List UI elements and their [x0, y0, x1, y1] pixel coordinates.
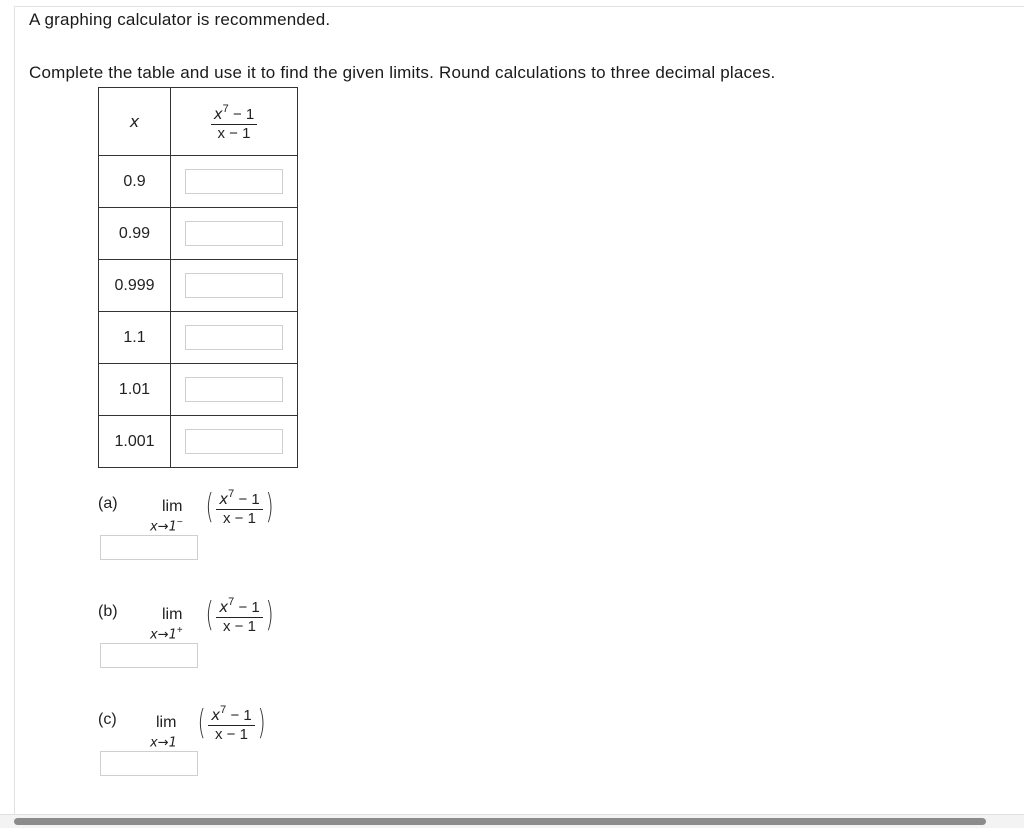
lim-word: lim — [162, 498, 183, 515]
limit-b-input[interactable] — [100, 643, 198, 668]
left-paren: ( — [205, 595, 214, 635]
value-input-2[interactable] — [185, 273, 283, 298]
fraction-numerator — [216, 487, 262, 510]
value-input-5[interactable] — [185, 429, 283, 454]
num-rest: − 1 — [226, 707, 252, 724]
value-cell — [171, 156, 298, 208]
expression-group — [203, 487, 276, 527]
table-row — [99, 416, 298, 468]
value-input-1[interactable] — [185, 221, 283, 246]
approach-text: x→1 — [150, 519, 177, 535]
fraction-denominator: x − 1 — [223, 510, 256, 527]
value-cell — [171, 260, 298, 312]
num-exponent: 7 — [228, 488, 235, 500]
num-rest: − 1 — [234, 599, 260, 616]
num-exponent: 7 — [220, 704, 227, 716]
table-row — [99, 156, 298, 208]
num-base: x — [219, 598, 229, 616]
num-rest: − 1 — [234, 491, 260, 508]
left-paren: ( — [205, 487, 214, 527]
table-row — [99, 208, 298, 260]
values-table — [98, 87, 298, 468]
limit-part-c — [98, 703, 398, 791]
approach-side: + — [176, 625, 183, 636]
value-cell — [171, 312, 298, 364]
num-rest: − 1 — [228, 105, 255, 123]
lim-word: lim — [156, 714, 177, 731]
x-value-cell: 0.999 — [99, 260, 171, 312]
table-header-row — [99, 88, 298, 156]
value-input-4[interactable] — [185, 377, 283, 402]
num-exponent: 7 — [228, 596, 235, 608]
x-column-header — [99, 88, 171, 156]
limit-a-input[interactable] — [100, 535, 198, 560]
table-row — [99, 312, 298, 364]
expression-fraction — [216, 487, 262, 527]
expression-fraction — [216, 595, 262, 635]
lim-subscript — [150, 733, 177, 750]
x-value-cell: 1.001 — [99, 416, 171, 468]
part-label: (a) — [98, 495, 118, 512]
fraction-numerator — [211, 102, 257, 125]
fraction-numerator — [208, 703, 254, 726]
limit-part-a — [98, 487, 398, 575]
x-variable: x — [129, 111, 140, 131]
fraction-denominator: x − 1 — [217, 124, 251, 142]
right-paren: ) — [257, 703, 266, 743]
limit-c-input[interactable] — [100, 751, 198, 776]
x-value-cell: 0.99 — [99, 208, 171, 260]
part-label: (c) — [98, 711, 117, 728]
table-row — [99, 364, 298, 416]
approach-side: − — [176, 517, 183, 528]
value-input-3[interactable] — [185, 325, 283, 350]
scrollbar-thumb[interactable] — [14, 818, 986, 825]
value-cell — [171, 208, 298, 260]
num-base: x — [211, 706, 221, 724]
approach-text: x→1 — [150, 627, 177, 643]
part-label: (b) — [98, 603, 118, 620]
expression-group — [195, 703, 268, 743]
num-base: x — [219, 490, 229, 508]
instructions-text: Complete the table and use it to find the given limits. Round calculations to three decimal places. — [29, 63, 776, 82]
lim-subscript — [150, 517, 183, 534]
x-value-cell: 1.1 — [99, 312, 171, 364]
expression-group — [203, 595, 276, 635]
function-fraction — [211, 102, 257, 142]
fraction-numerator — [216, 595, 262, 618]
horizontal-scrollbar[interactable] — [0, 814, 1024, 828]
value-cell — [171, 416, 298, 468]
table-row — [99, 260, 298, 312]
expression-fraction — [208, 703, 254, 743]
num-exponent: 7 — [222, 102, 229, 115]
calculator-note: A graphing calculator is recommended. — [29, 10, 331, 29]
limit-part-b — [98, 595, 398, 683]
lim-word: lim — [162, 606, 183, 623]
lim-subscript — [150, 625, 183, 642]
value-cell — [171, 364, 298, 416]
value-input-0[interactable] — [185, 169, 283, 194]
fraction-denominator: x − 1 — [215, 726, 248, 743]
x-value-cell: 1.01 — [99, 364, 171, 416]
num-base: x — [213, 104, 223, 123]
left-paren: ( — [197, 703, 206, 743]
right-paren: ) — [265, 487, 274, 527]
function-column-header — [171, 88, 298, 156]
x-value-cell: 0.9 — [99, 156, 171, 208]
approach-text: x→1 — [150, 735, 177, 751]
right-paren: ) — [265, 595, 274, 635]
fraction-denominator: x − 1 — [223, 618, 256, 635]
